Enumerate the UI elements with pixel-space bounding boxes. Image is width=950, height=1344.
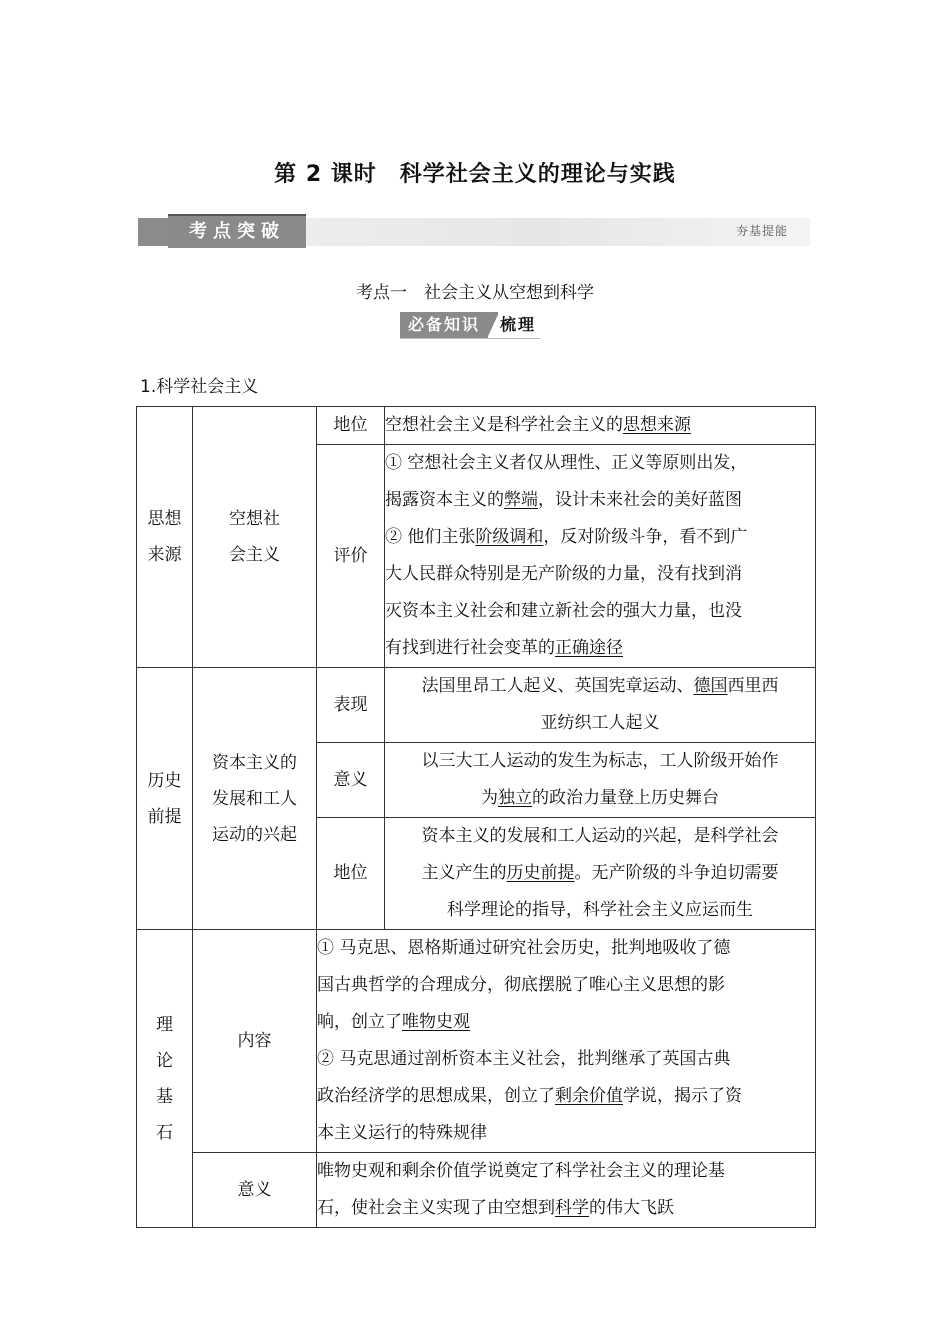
banner-right-label: 夯基提能 <box>735 224 788 238</box>
row-content: ① 马克思、恩格斯通过研究社会历史，批判地吸收了德 国古典哲学的合理成分，彻底摆脱了唯心主义思想的影 响，创立了唯物史观 ② 马克思通过剖析资本主义社会，批判继承了英国古典 政治经济学的思想成果，创立了剩余价值学说，揭示了资 本主义运行的特殊规律 <box>317 930 816 1153</box>
group-sub-label: 空想社 会主义 <box>193 407 317 668</box>
knowledge-badge <box>400 312 540 339</box>
badge-right: 梳理 <box>500 315 537 334</box>
group-label: 理 论 基 石 <box>137 930 193 1228</box>
row-key: 地位 <box>317 407 385 445</box>
topic-subtitle: 考点一 社会主义从空想到科学 <box>356 283 594 303</box>
row-content: 空想社会主义是科学社会主义的思想来源 <box>385 407 816 445</box>
row-key: 地位 <box>317 818 385 930</box>
row-key: 评价 <box>317 445 385 668</box>
row-content: 法国里昂工人起义、英国宪章运动、德国西里西 亚纺织工人起义 <box>385 668 816 743</box>
row-content: ① 空想社会主义者仅从理性、正义等原则出发， 揭露资本主义的弊端，设计未来社会的美好蓝图 ② 他们主张阶级调和，反对阶级斗争，看不到广 大人民群众特别是无产阶级的力量，没有找到消 灭资本主义社会和建立新社会的强大力量，也没 有找到进行社会变革的正确途径 <box>385 445 816 668</box>
table-row <box>137 407 816 445</box>
section-banner <box>138 214 810 250</box>
page-title: 第 2 课时 科学社会主义的理论与实践 <box>274 162 676 187</box>
row-content: 以三大工人运动的发生为标志，工人阶级开始作 为独立的政治力量登上历史舞台 <box>385 743 816 818</box>
section-title: 1.科学社会主义 <box>140 377 259 397</box>
table-row <box>137 930 816 1153</box>
row-content: 唯物史观和剩余价值学说奠定了科学社会主义的理论基 石，使社会主义实现了由空想到科学的伟大飞跃 <box>317 1153 816 1228</box>
row-content: 资本主义的发展和工人运动的兴起，是科学社会 主义产生的历史前提。无产阶级的斗争迫切需要 科学理论的指导，科学社会主义应运而生 <box>385 818 816 930</box>
table-row <box>137 1153 816 1228</box>
badge-left: 必备知识 <box>400 312 488 338</box>
table-row <box>137 668 816 743</box>
banner-accent <box>138 218 168 246</box>
row-key: 意义 <box>193 1153 317 1228</box>
row-key: 表现 <box>317 668 385 743</box>
badge-slash <box>488 312 498 338</box>
row-key: 内容 <box>193 930 317 1153</box>
group-label: 思想 来源 <box>137 407 193 668</box>
group-label: 历史 前提 <box>137 668 193 930</box>
banner-label: 考点突破 <box>168 214 306 248</box>
row-key: 意义 <box>317 743 385 818</box>
knowledge-table <box>136 406 816 1228</box>
group-sub-label: 资本主义的 发展和工人 运动的兴起 <box>193 668 317 930</box>
